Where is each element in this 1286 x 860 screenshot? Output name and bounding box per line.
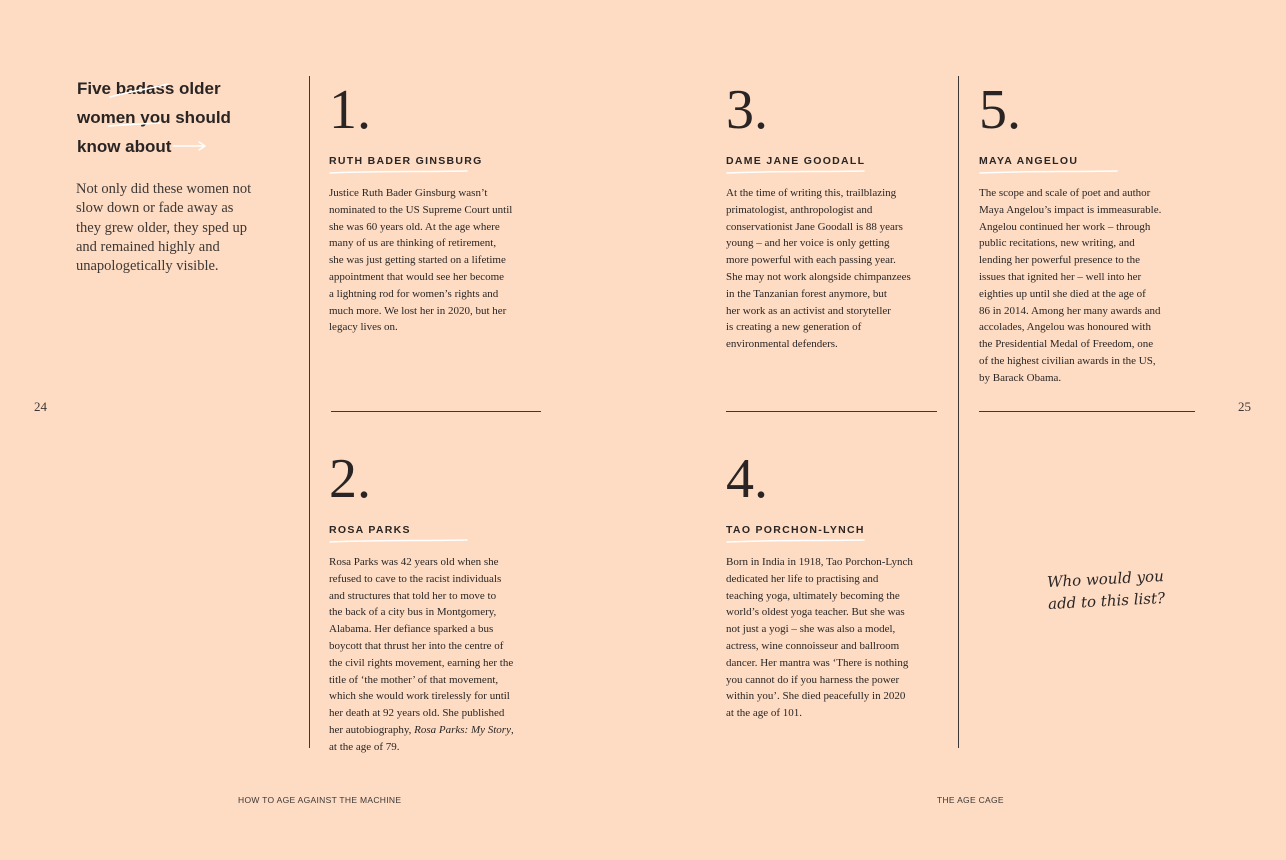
- entry-body: At the time of writing this, trailblazing primatologist, anthropologist and conservationist Jane Goodall is 88 years young – and her voice is only getting more powerful with each passing year. She may not work alongside chimpanzees in the Tanzanian forest anymore, but her work as an activist and storyteller is creating a new generation of environmental defenders.: [726, 187, 911, 351]
- intro-subtitle: Not only did these women not slow down or fade away as they grew older, they sped up and remained highly and unapologetically visible.: [76, 181, 252, 275]
- name-underline-doodle: [726, 169, 866, 175]
- horizontal-rule-col3: [979, 411, 1195, 412]
- page-number-right: 25: [1238, 399, 1251, 414]
- horizontal-rule-col2: [726, 411, 937, 412]
- entry-number: 1.: [329, 79, 371, 141]
- entry-number: 2.: [329, 448, 371, 510]
- entry-4: [726, 448, 938, 722]
- vertical-rule-right: [958, 76, 959, 748]
- handwritten-note: [1015, 563, 1197, 616]
- name-underline-doodle: [329, 169, 469, 175]
- entry-body: Born in India in 1918, Tao Porchon-Lynch dedicated her life to practising and teaching yoga, ultimately becoming the world’s oldest yoga teacher. But she was not just a yogi – she was also a model, actress, wine connoisseur and ballroom dancer. Her mantra was ‘There is nothing you cannot do if you harness the power within you’. She died peacefully in 2020 at the age of 101.: [726, 556, 913, 720]
- entry-number: 5.: [979, 79, 1021, 141]
- entry-number: 4.: [726, 448, 768, 510]
- entry-body-end: , at the age of 79.: [329, 723, 514, 753]
- handwritten-note-line-2: add to this list?: [1047, 588, 1166, 614]
- page-number-left: 24: [34, 399, 47, 414]
- entry-name: ROSA PARKS: [329, 524, 411, 536]
- name-underline-doodle: [979, 169, 1119, 175]
- entry-body: [329, 554, 541, 756]
- entry-2: [329, 448, 541, 756]
- handwritten-note-line-1: Who would you: [1046, 566, 1165, 592]
- entry-body-text: Rosa Parks was 42 years old when she refused to cave to the racist individuals and structures that told her to move to the back of a city bus in Montgomery, Alabama. Her defiance sparked a bus boycott that thrust her into the centre of the civil rights movement, earning her the title of ‘the mother’ of that movement, which she would work tirelessly for until her death at 92 years old. She published her autobiography,: [329, 556, 514, 736]
- entry-name: RUTH BADER GINSBURG: [329, 155, 483, 167]
- entry-5: [979, 79, 1195, 387]
- intro-title-line-2: women you should: [77, 108, 231, 127]
- entry-name: MAYA ANGELOU: [979, 155, 1079, 167]
- book-title: Rosa Parks: My Story: [414, 723, 511, 736]
- entry-3: [726, 79, 938, 353]
- entry-body: The scope and scale of poet and author Maya Angelou’s impact is immeasurable. Angelou continued her work – through public recitations, new writing, and lending her powerful presence to the issues that ignited her – well into her eighties up until she died at the age of 86 in 2014. Among her many awards and accolades, Angelou was honoured with the Presidential Medal of Freedom, one of the highest civilian awards in the US, by Barack Obama.: [979, 187, 1162, 384]
- intro-title-line-3: know about: [77, 137, 172, 156]
- entry-number: 3.: [726, 79, 768, 141]
- arrow-doodle-icon: [172, 140, 208, 152]
- horizontal-rule-col1: [331, 411, 541, 412]
- entry-name: DAME JANE GOODALL: [726, 155, 866, 167]
- intro-title-line-1: Five badass older: [77, 79, 221, 98]
- entry-1: [329, 79, 541, 336]
- vertical-rule-left: [309, 76, 310, 748]
- title-underline-doodle: [108, 78, 178, 138]
- footer-right: THE AGE CAGE: [937, 795, 1004, 805]
- name-underline-doodle: [726, 538, 866, 544]
- entry-name: TAO PORCHON-LYNCH: [726, 524, 865, 536]
- name-underline-doodle: [329, 538, 469, 544]
- footer-left: HOW TO AGE AGAINST THE MACHINE: [238, 795, 402, 805]
- entry-body: Justice Ruth Bader Ginsburg wasn’t nominated to the US Supreme Court until she was 60 years old. At the age where many of us are thinking of retirement, she was just getting started on a lifetime appointment that would see her become a lightning rod for women’s rights and much more. We lost her in 2020, but her legacy lives on.: [329, 187, 513, 334]
